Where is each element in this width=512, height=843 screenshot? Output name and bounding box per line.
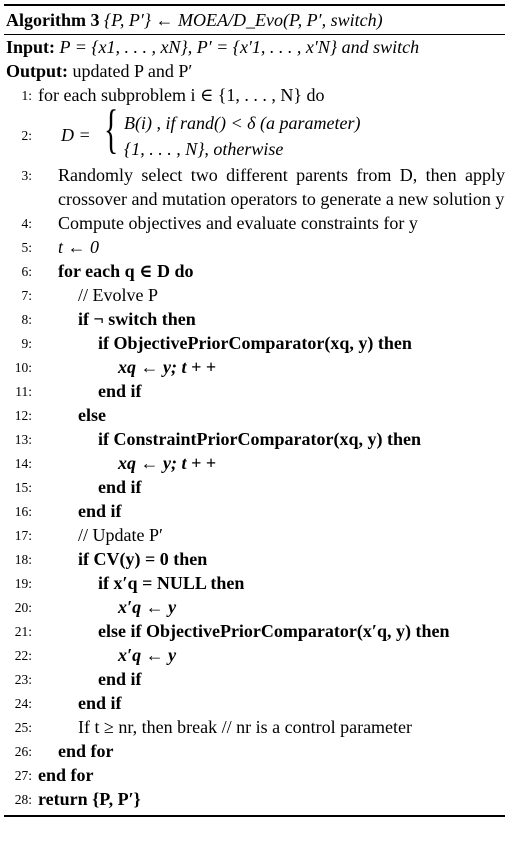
algorithm-line — [4, 259, 505, 283]
algorithm-line — [4, 715, 505, 739]
line-text: xq ← y; t + + — [118, 357, 216, 377]
line-text: else — [78, 405, 106, 425]
algorithm-box — [4, 4, 505, 817]
algorithm-line — [4, 499, 505, 523]
algorithm-line — [4, 595, 505, 619]
input-label: Input: — [6, 37, 56, 57]
line-text: end if — [78, 693, 122, 713]
line-number: 15: — [14, 480, 32, 495]
line-number: 20: — [14, 600, 32, 615]
line-number: 3: — [21, 168, 32, 183]
line-text: If t ≥ nr, then break // nr is a control parameter — [78, 717, 413, 737]
algorithm-line — [4, 83, 505, 107]
line-number: 1: — [21, 88, 32, 103]
input-text: P = {x1, . . . , xN}, P′ = {x′1, . . . , x′N} and switch — [59, 37, 420, 57]
line-number: 18: — [14, 552, 32, 567]
line-number: 9: — [21, 336, 32, 351]
line-text: if ¬ switch then — [78, 309, 196, 329]
line-text: for each subproblem i ∈ {1, . . . , N} do — [38, 85, 325, 105]
line-text: end for — [38, 765, 94, 785]
line-text: end for — [58, 741, 114, 761]
line-text: if CV(y) = 0 then — [78, 549, 208, 569]
line-number: 11: — [15, 384, 32, 399]
piecewise-case-1: B(i) , if rand() < δ (a parameter) — [124, 113, 361, 133]
algorithm-line — [4, 619, 505, 643]
line-number: 8: — [21, 312, 32, 327]
algorithm-line — [4, 739, 505, 763]
line-number: 13: — [14, 432, 32, 447]
algorithm-line — [4, 235, 505, 259]
algorithm-line — [4, 403, 505, 427]
output-row — [4, 59, 505, 83]
line-number: 16: — [14, 504, 32, 519]
line-text: else if ObjectivePriorComparator(x′q, y) then — [98, 621, 450, 641]
output-label: Output: — [6, 61, 69, 81]
algorithm-line — [4, 331, 505, 355]
algorithm-line — [4, 643, 505, 667]
line-text: // Update P′ — [78, 525, 163, 545]
line-number: 26: — [14, 744, 32, 759]
algorithm-line — [4, 571, 505, 595]
line-text: if x′q = NULL then — [98, 573, 245, 593]
line-number: 17: — [14, 528, 32, 543]
line-text: x′q ← y — [118, 645, 177, 665]
line-number: 4: — [21, 216, 32, 231]
algorithm-line — [4, 667, 505, 691]
line-text: Compute objectives and evaluate constraints for y — [58, 213, 418, 233]
output-text: updated P and P′ — [72, 61, 193, 81]
line-text: Randomly select two different parents from D, then apply crossover and mutation operators to generate a new solution y — [58, 165, 505, 209]
curly-brace-icon: { — [104, 99, 119, 159]
algorithm-line — [4, 211, 505, 235]
line-text: end if — [78, 501, 122, 521]
algorithm-line — [4, 99, 505, 163]
line-text: for each q ∈ D do — [58, 261, 194, 281]
line-number: 28: — [14, 792, 32, 807]
algorithm-line — [4, 307, 505, 331]
line-text: end if — [98, 669, 142, 689]
bottom-rule — [4, 815, 505, 817]
line-number: 22: — [14, 648, 32, 663]
algorithm-caption — [4, 6, 505, 34]
algorithm-line — [4, 787, 505, 811]
line-text: // Evolve P — [78, 285, 158, 305]
algorithm-line — [4, 523, 505, 547]
algorithm-line — [4, 547, 505, 571]
caption-formula: {P, P′} ← MOEA/D_Evo(P, P′, switch) — [104, 10, 383, 30]
line-number: 2: — [21, 128, 32, 143]
algorithm-line — [4, 475, 505, 499]
piecewise-lhs: D = — [61, 125, 91, 145]
line-number: 5: — [21, 240, 32, 255]
line-text: xq ← y; t + + — [118, 453, 216, 473]
line-number: 7: — [21, 288, 32, 303]
algorithm-line — [4, 451, 505, 475]
caption-label: Algorithm 3 — [6, 10, 100, 30]
line-number: 24: — [14, 696, 32, 711]
line-number: 23: — [14, 672, 32, 687]
line-number: 21: — [14, 624, 32, 639]
line-number: 19: — [14, 576, 32, 591]
algorithm-lines — [4, 83, 505, 811]
line-number: 25: — [14, 720, 32, 735]
algorithm-line — [4, 691, 505, 715]
algorithm-line — [4, 355, 505, 379]
line-number: 10: — [14, 360, 32, 375]
line-text: end if — [98, 477, 142, 497]
line-text: end if — [98, 381, 142, 401]
piecewise-case-2: {1, . . . , N}, otherwise — [124, 139, 284, 159]
line-text: t ← 0 — [58, 237, 100, 257]
line-number: 27: — [14, 768, 32, 783]
algorithm-line — [4, 163, 505, 211]
algorithm-line — [4, 427, 505, 451]
line-number: 12: — [14, 408, 32, 423]
line-number: 14: — [14, 456, 32, 471]
algorithm-line — [4, 283, 505, 307]
line-text: x′q ← y — [118, 597, 177, 617]
line-text: if ObjectivePriorComparator(xq, y) then — [98, 333, 412, 353]
algorithm-line — [4, 763, 505, 787]
line-text: if ConstraintPriorComparator(xq, y) then — [98, 429, 421, 449]
line-number: 6: — [21, 264, 32, 279]
line-text: return {P, P′} — [38, 789, 141, 809]
input-row — [4, 35, 505, 59]
algorithm-line — [4, 379, 505, 403]
